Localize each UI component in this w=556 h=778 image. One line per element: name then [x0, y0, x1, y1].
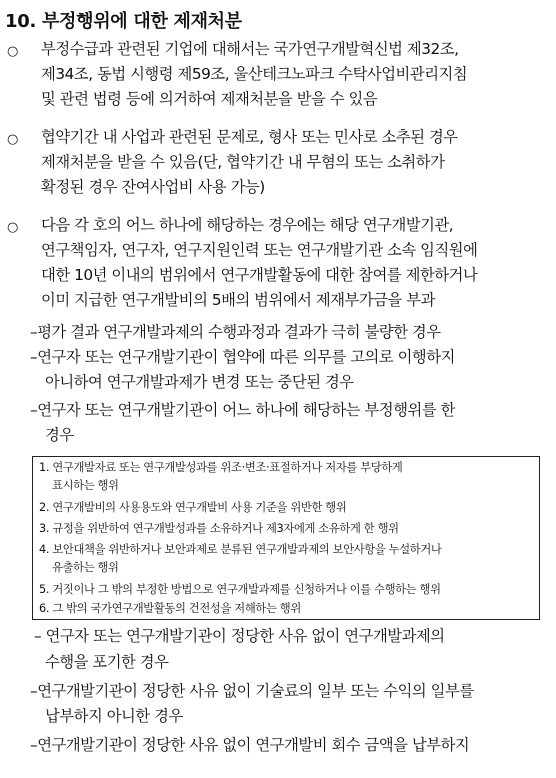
dash-item-5-line-1: –연구개발기관이 정당한 사유 없이 기술료의 일부 또는 수익의 일부를 [30, 682, 474, 700]
box-item-1-line-2: 표시하는 행위 [52, 479, 119, 492]
dash-item-6-line-1: –연구개발기관이 정당한 사유 없이 연구개발비 회수 금액을 납부하지 [30, 736, 470, 754]
bullet-icon: ○ [7, 44, 19, 59]
section-title: 10. 부정행위에 대한 제재처분 [5, 11, 242, 32]
paragraph-3-line-3: 대한 10년 이내의 범위에서 연구개발활동에 대한 참여를 제한하거나 [41, 266, 478, 284]
paragraph-3-line-2: 연구책임자, 연구자, 연구지원인력 또는 연구개발기관 소속 임직원에 [41, 241, 478, 259]
box-item-1-line-1: 1. 연구개발자료 또는 연구개발성과를 위조·변조·표절하거나 저자를 부당하게 [39, 461, 403, 474]
dash-item-3-line-2: 경우 [45, 426, 74, 444]
paragraph-3-line-1: 다음 각 호의 어느 하나에 해당하는 경우에는 해당 연구개발기관, [41, 216, 454, 234]
paragraph-2-line-2: 제재처분을 받을 수 있음(단, 협약기간 내 무혐의 또는 소취하가 [41, 153, 445, 171]
paragraph-2-line-1: 협약기간 내 사업과 관련된 문제로, 형사 또는 민사로 소추된 경우 [41, 128, 458, 146]
paragraph-1-line-1: 부정수급과 관련된 기업에 대해서는 국가연구개발혁신법 제32조, [41, 40, 459, 58]
paragraph-2-line-3: 확정된 경우 잔여사업비 사용 가능) [41, 178, 265, 196]
bullet-icon: ○ [7, 220, 19, 235]
dash-item-5-line-2: 납부하지 아니한 경우 [45, 707, 183, 725]
dash-item-3-line-1: –연구자 또는 연구개발기관이 어느 하나에 해당하는 부정행위를 한 [30, 401, 455, 419]
box-item-4-line-2: 유출하는 행위 [52, 561, 119, 574]
dash-item-4-line-2: 수행을 포기한 경우 [45, 653, 169, 671]
paragraph-1-line-3: 및 관련 법령 등에 의거하여 제재처분을 받을 수 있음 [41, 90, 378, 108]
box-item-5: 5. 거짓이나 그 밖의 부정한 방법으로 연구개발과제를 신청하거나 이를 수행하는 행위 [39, 583, 441, 596]
box-item-4-line-1: 4. 보안대책을 위반하거나 보안과제로 분류된 연구개발과제의 보안사항을 누설하거나 [39, 543, 442, 556]
box-item-3: 3. 규정을 위반하여 연구개발성과를 소유하거나 제3자에게 소유하게 한 행위 [39, 522, 399, 535]
box-item-2: 2. 연구개발비의 사용용도와 연구개발비 사용 기준을 위반한 행위 [39, 501, 347, 514]
box-item-6: 6. 그 밖의 국가연구개발활동의 건전성을 저해하는 행위 [39, 602, 301, 615]
bullet-icon: ○ [7, 132, 19, 147]
dash-item-1-line-1: –평가 결과 연구개발과제의 수행과정과 결과가 극히 불량한 경우 [30, 323, 441, 341]
paragraph-3-line-4: 이미 지급한 연구개발비의 5배의 범위에서 제재부가금을 부과 [41, 291, 435, 309]
paragraph-1-line-2: 제34조, 동법 시행령 제59조, 울산테크노파크 수탁사업비관리지침 [41, 65, 468, 83]
dash-item-2-line-1: –연구자 또는 연구개발기관이 협약에 따른 의무를 고의로 이행하지 [30, 348, 455, 366]
dash-item-4-line-1: – 연구자 또는 연구개발기관이 정당한 사유 없이 연구개발과제의 [34, 627, 445, 645]
dash-item-2-line-2: 아니하여 연구개발과제가 변경 또는 중단된 경우 [45, 373, 354, 391]
misconduct-list-box [32, 456, 540, 620]
